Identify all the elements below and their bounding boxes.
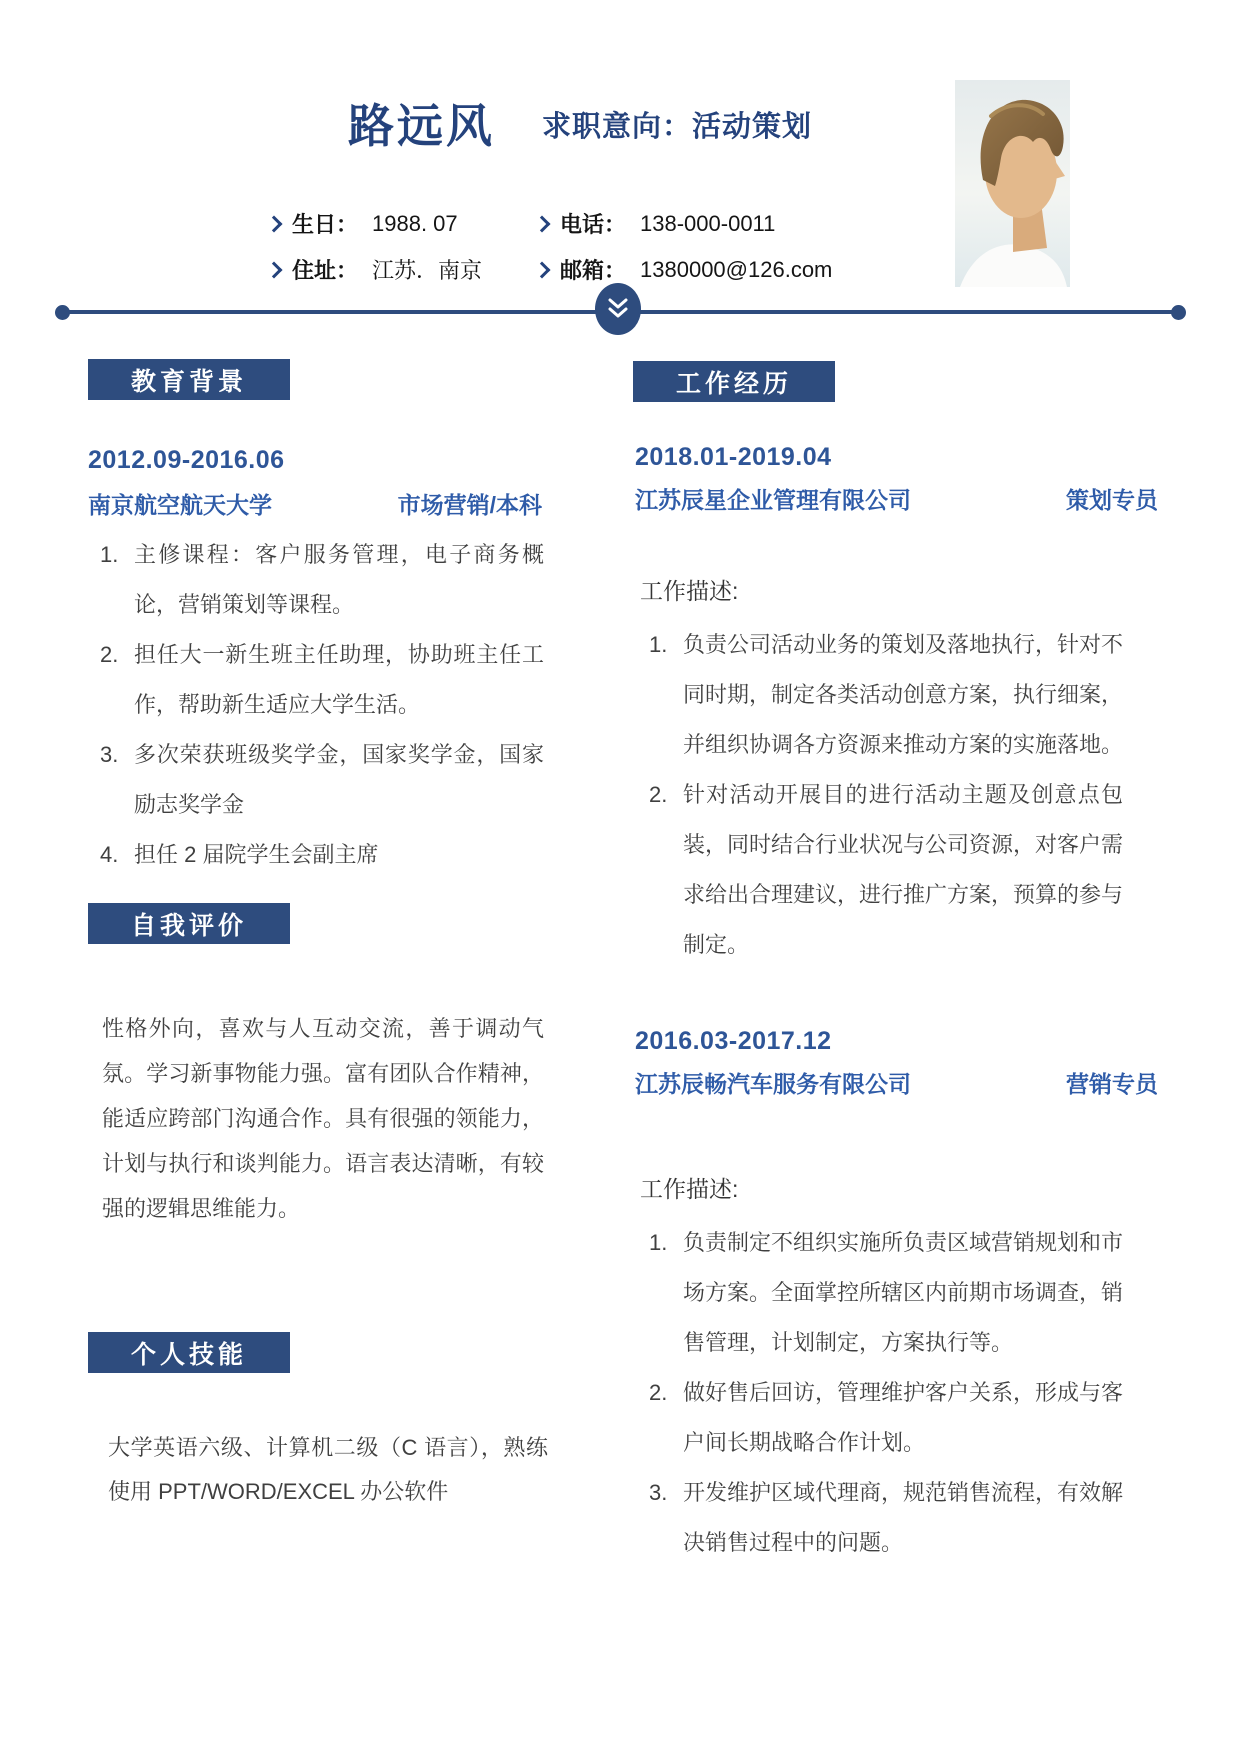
divider-dot-left [55,305,70,320]
info-email [536,254,888,285]
job1-company-row [635,482,1158,515]
section-title-self-evaluation: 自我评价 [88,903,290,944]
job2-description-label: 工作描述: [640,1176,739,1202]
divider-dot-right [1171,305,1186,320]
list-item: 担任大一新生班主任助理，协助班主任工作，帮助新生适应大学生活。 [134,642,544,717]
section-title-skills: 个人技能 [88,1332,290,1373]
arrow-bullet-icon [534,261,551,278]
position-title: 策划专员 [1066,487,1158,513]
info-label: 生日： [292,212,359,237]
list-item: 针对活动开展目的进行活动主题及创意点包装，同时结合行业状况与公司资源，对客户需求给出合理建议，进行推广方案，预算的参与制定。 [683,782,1124,957]
self-evaluation-text: 性格外向，喜欢与人互动交流，善于调动气氛。学习新事物能力强。富有团队合作精神，能适应跨部门沟通合作。具有很强的领能力，计划与执行和谈判能力。语言表达清晰，有较强的逻辑思维能力。 [102,1016,544,1221]
double-chevron-down-icon [595,283,641,335]
section-title-education: 教育背景 [88,359,290,400]
job-objective: 求职意向：活动策划 [542,111,813,143]
profile-photo [955,80,1070,287]
job1-description-label: 工作描述: [640,578,739,604]
position-title: 营销专员 [1066,1071,1158,1097]
list-item: 负责制定不组织实施所负责区域营销规划和市场方案。全面掌控所辖区内前期市场调查，销售管理，计划制定，方案执行等。 [683,1230,1124,1355]
section-title-work-experience: 工作经历 [633,361,835,402]
major-degree: 市场营销/本科 [397,492,542,518]
list-item: 负责公司活动业务的策划及落地执行，针对不同时期，制定各类活动创意方案，执行细案，并组织协调各方资源来推动方案的实施落地。 [683,632,1124,757]
arrow-bullet-icon [266,261,283,278]
info-value: 1988. 07 [372,210,458,236]
arrow-bullet-icon [534,215,551,232]
education-list [96,530,544,880]
info-label: 邮箱： [560,258,627,283]
info-label: 电话： [560,212,627,237]
company-name: 江苏辰星企业管理有限公司 [635,487,911,513]
education-date: 2012.09-2016.06 [88,446,285,474]
info-birthday [268,208,536,239]
info-value: 江苏．南京 [372,258,483,283]
list-item: 多次荣获班级奖学金，国家奖学金，国家励志奖学金 [134,742,544,817]
arrow-bullet-icon [266,215,283,232]
school-name: 南京航空航天大学 [88,492,272,518]
job2-duty-list [645,1218,1123,1568]
company-name: 江苏辰畅汽车服务有限公司 [635,1071,911,1097]
info-value: 138-000-0011 [640,210,776,236]
skills-text: 大学英语六级、计算机二级（C 语言），熟练使用 PPT/WORD/EXCEL 办公软件 [108,1435,548,1504]
list-item: 主修课程：客户服务管理，电子商务概论，营销策划等课程。 [134,542,544,617]
list-item: 开发维护区域代理商，规范销售流程，有效解决销售过程中的问题。 [683,1480,1124,1555]
job2-company-row [635,1066,1158,1099]
job2-date: 2016.03-2017.12 [635,1027,832,1055]
info-value: 1380000@126.com [640,256,833,282]
info-address [268,254,536,285]
info-phone [536,208,888,239]
personal-info-grid [268,208,888,285]
candidate-name: 路远风 [348,101,495,152]
job1-duty-list [645,620,1123,970]
education-school-row [88,487,542,520]
list-item: 做好售后回访，管理维护客户关系，形成与客户间长期战略合作计划。 [683,1380,1124,1455]
job1-date: 2018.01-2019.04 [635,443,832,471]
list-item: 担任 2 届院学生会副主席 [134,842,379,867]
info-label: 住址： [292,258,359,283]
